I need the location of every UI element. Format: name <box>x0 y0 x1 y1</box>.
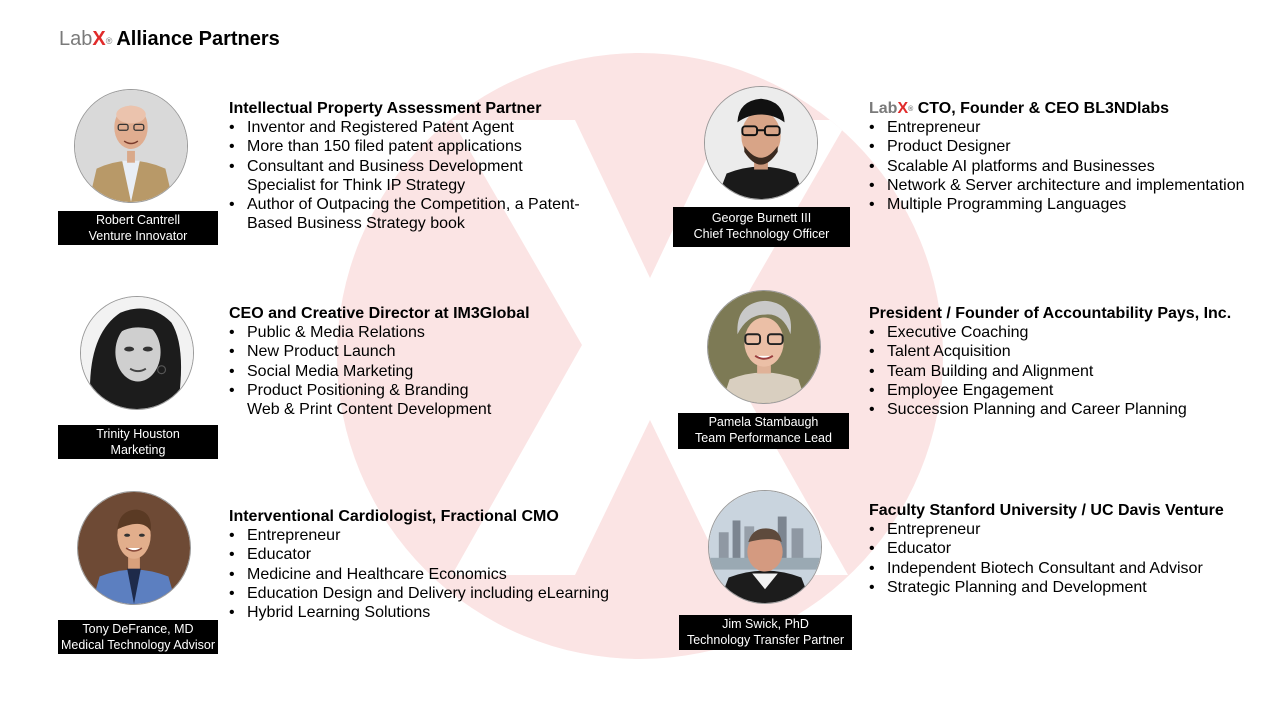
logo-lab-text: Lab <box>59 28 93 50</box>
partner-photo-pamela-stambaugh <box>707 290 821 404</box>
list-item: • Product Positioning & Branding Web & Print Content Development <box>229 381 530 420</box>
partner-photo-george-burnett <box>704 86 818 200</box>
list-item: • Independent Biotech Consultant and Advisor <box>869 559 1224 578</box>
partner-heading: Faculty Stanford University / UC Davis Venture <box>869 502 1224 519</box>
title-text: Alliance Partners <box>116 28 280 50</box>
bullet-list <box>869 520 1224 597</box>
heading-logo-registered-mark: ® <box>908 106 914 113</box>
list-item: • Team Building and Alignment <box>869 362 1231 381</box>
partner-details-trinity-houston <box>229 304 530 419</box>
partner-name: Trinity Houston <box>96 427 180 441</box>
bullet-list <box>869 118 1245 214</box>
partner-details-tony-defrance <box>229 507 609 622</box>
list-item: • Hybrid Learning Solutions <box>229 603 609 622</box>
partner-details-jim-swick <box>869 501 1224 597</box>
partner-caption-pamela-stambaugh <box>678 413 849 449</box>
partner-photo-jim-swick <box>708 490 822 604</box>
partner-photo-trinity-houston <box>80 296 194 410</box>
partner-details-robert-cantrell <box>229 99 580 234</box>
partner-role: Medical Technology Advisor <box>60 637 216 652</box>
list-item: • Product Designer <box>869 137 1245 156</box>
list-item: • Employee Engagement <box>869 381 1231 400</box>
list-item: • Succession Planning and Career Planning <box>869 400 1231 419</box>
partner-caption-george-burnett <box>673 207 850 247</box>
partner-caption-jim-swick <box>679 615 852 650</box>
partner-role: Marketing <box>110 442 166 457</box>
partner-details-pamela-stambaugh <box>869 304 1231 419</box>
partner-heading: CEO and Creative Director at IM3Global <box>229 305 530 322</box>
list-item: • Executive Coaching <box>869 323 1231 342</box>
list-item: • Social Media Marketing <box>229 362 530 381</box>
list-item: • Scalable AI platforms and Businesses <box>869 157 1245 176</box>
partner-details-george-burnett <box>869 99 1245 214</box>
list-item: • More than 150 filed patent applications <box>229 137 580 156</box>
partner-name: George Burnett III <box>711 211 812 225</box>
list-item: • Network & Server architecture and implementation <box>869 176 1245 195</box>
list-item: • Medicine and Healthcare Economics <box>229 565 609 584</box>
partner-name: Pamela Stambaugh <box>708 415 819 429</box>
list-item: • Public & Media Relations <box>229 323 530 342</box>
list-item: • New Product Launch <box>229 342 530 361</box>
bullet-list <box>229 118 580 234</box>
list-item: • Talent Acquisition <box>869 342 1231 361</box>
partner-photo-robert-cantrell <box>74 89 188 203</box>
bullet-list <box>869 323 1231 419</box>
list-item: • Entrepreneur <box>229 526 609 545</box>
page-title <box>59 27 280 51</box>
heading-logo-x: X <box>897 100 909 117</box>
partner-role: Chief Technology Officer <box>693 226 830 241</box>
list-item: • Multiple Programming Languages <box>869 195 1245 214</box>
partner-name: Robert Cantrell <box>95 213 181 227</box>
partner-caption-trinity-houston <box>58 425 218 459</box>
partner-caption-robert-cantrell <box>58 211 218 245</box>
partner-name: Tony DeFrance, MD <box>82 622 194 636</box>
partner-photo-tony-defrance <box>77 491 191 605</box>
list-item: • Inventor and Registered Patent Agent <box>229 118 580 137</box>
list-item: • Strategic Planning and Development <box>869 578 1224 597</box>
partner-heading: Intellectual Property Assessment Partner <box>229 100 542 117</box>
partner-heading: President / Founder of Accountability Pays, Inc. <box>869 305 1232 322</box>
list-item: • Educator <box>869 539 1224 558</box>
heading-text: CTO, Founder & CEO BL3NDlabs <box>917 100 1170 117</box>
partner-role: Technology Transfer Partner <box>686 632 845 647</box>
partner-role: Venture Innovator <box>88 228 188 243</box>
bullet-list <box>229 526 609 622</box>
list-item: • Entrepreneur <box>869 520 1224 539</box>
partner-role: Team Performance Lead <box>695 430 832 445</box>
partner-heading: Interventional Cardiologist, Fractional CMO <box>229 508 559 525</box>
partner-name: Jim Swick, PhD <box>722 617 809 631</box>
logo-x-text: X <box>92 28 106 50</box>
heading-logo-lab: Lab <box>869 100 898 117</box>
list-item: • Education Design and Delivery including eLearning <box>229 584 609 603</box>
list-item: • Educator <box>229 545 609 564</box>
partner-heading <box>869 99 1245 118</box>
list-item: • Entrepreneur <box>869 118 1245 137</box>
partner-caption-tony-defrance <box>58 620 218 654</box>
list-item: • Author of Outpacing the Competition, a Patent- Based Business Strategy book <box>229 195 580 234</box>
bullet-list <box>229 323 530 419</box>
list-item: • Consultant and Business Development Specialist for Think IP Strategy <box>229 157 580 196</box>
logo-registered-mark: ® <box>105 36 113 46</box>
